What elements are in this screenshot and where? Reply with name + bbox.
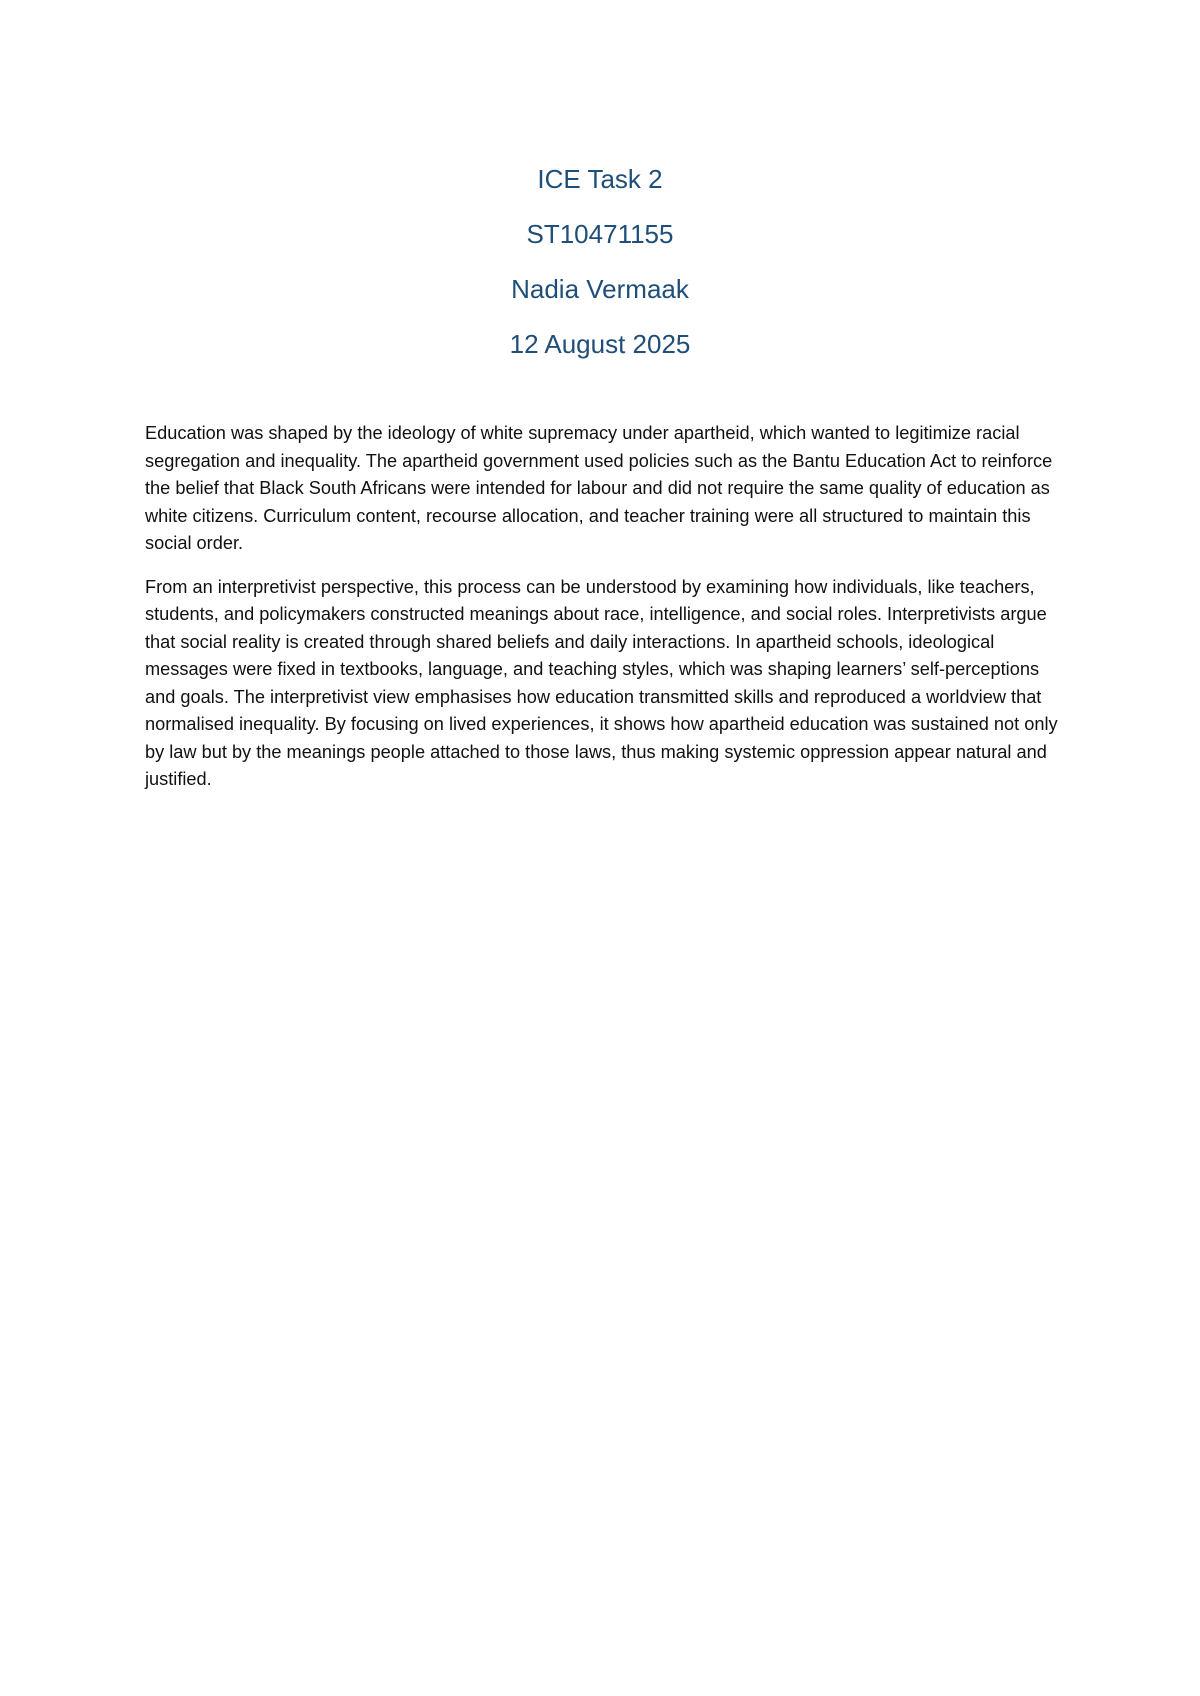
document-body [145,420,1070,810]
document-date: 12 August 2025 [509,329,691,359]
student-number: ST10471155 [526,219,674,249]
title-block [0,164,1200,384]
document-title: ICE Task 2 [537,164,663,194]
paragraph: From an interpretivist perspective, this process can be understood by examining how individuals, like teachers, students, and policymakers constructed meanings about race, intelligence, and social roles. Interpretivists argue that social reality is created through shared beliefs and daily interactions. In apartheid schools, ideological messages were fixed in textbooks, language, and teaching styles, which was shaping learners’ self-perceptions and goals. The interpretivist view emphasises how education transmitted skills and reproduced a worldview that normalised inequality. By focusing on lived experiences, it shows how apartheid education was sustained not only by law but by the meanings people attached to those laws, thus making systemic oppression appear natural and justified. [145,576,1058,789]
author-name: Nadia Vermaak [511,274,689,304]
paragraph: Education was shaped by the ideology of white supremacy under apartheid, which wanted to legitimize racial segregation and inequality. The apartheid government used policies such as the Bantu Education Act to reinforce the belief that Black South Africans were intended for labour and did not require the same quality of education as white citizens. Curriculum content, recourse allocation, and teacher training were all structured to maintain this social order. [145,423,1053,553]
